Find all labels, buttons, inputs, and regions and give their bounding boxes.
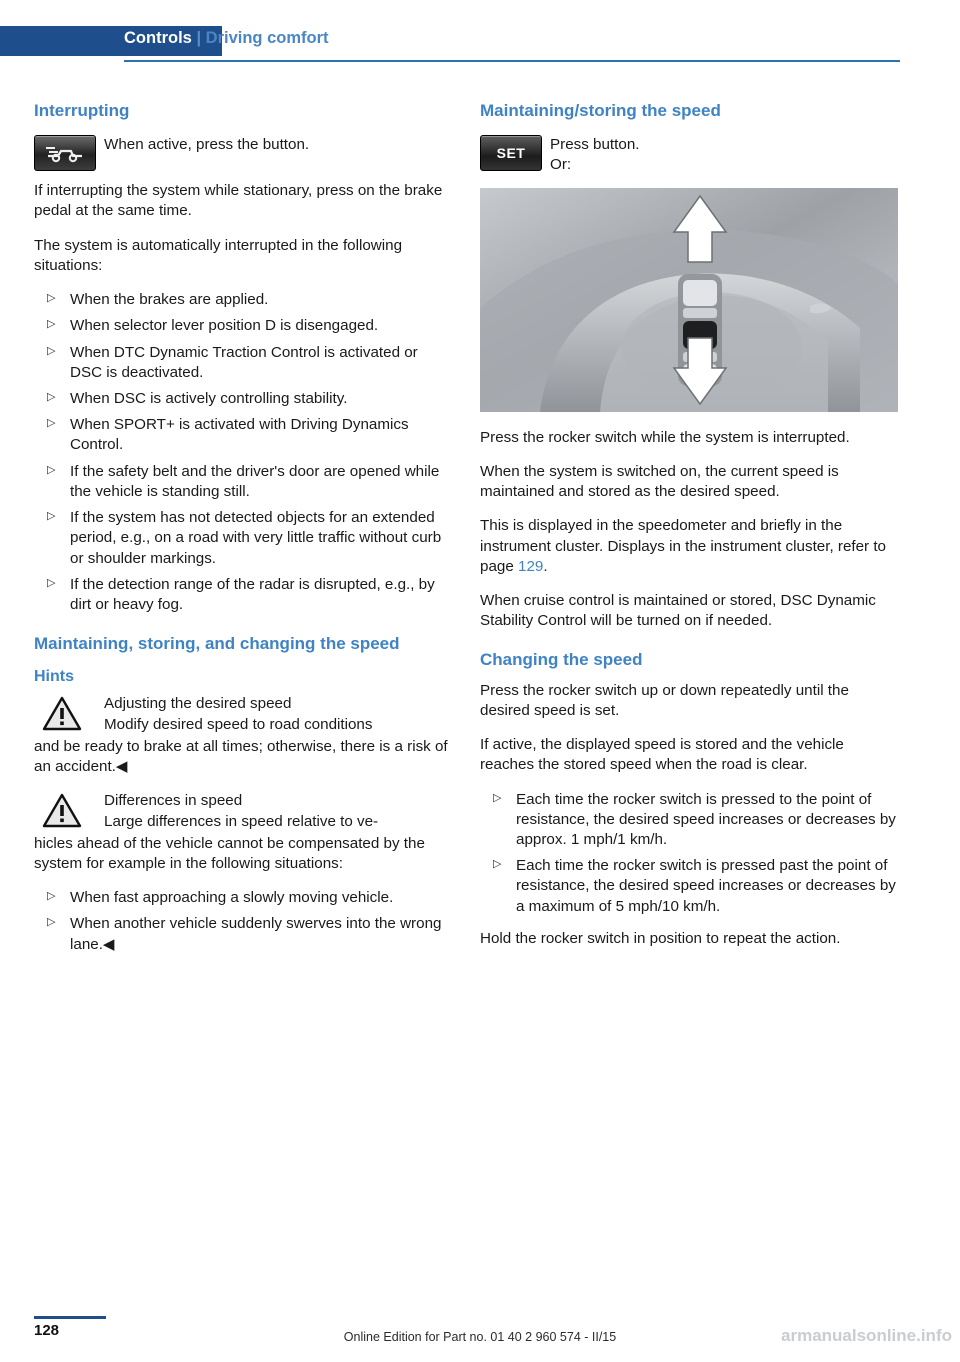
bullet-marker-icon: ▷ [47,318,56,331]
page-header [0,26,960,62]
interrupt-button-row [34,135,449,169]
set-button-caption [480,135,898,175]
heading-maintaining-storing-changing: Maintaining, storing, and changing the speed [34,634,400,654]
watermark-text: armanualsonline.info [781,1326,952,1345]
warning-adjusting-rest: and be ready to brake at all times; otherwise, there is a risk of an accident.◀ [34,737,448,776]
display-text-b: . [543,557,548,575]
list-item-label: When another vehicle suddenly swerves into the wrong lane.◀ [70,915,442,953]
list-item [480,856,898,917]
bullet-marker-icon: ▷ [47,292,56,305]
warning-triangle-icon [42,793,82,829]
breadcrumb-controls: Controls [124,29,192,47]
list-item-label: Each time the rocker switch is pressed to the point of resistance, the desired speed increases or decreases by approx. 1 mph/1 km/h. [516,790,896,848]
paragraph-press-rocker-interrupted: Press the rocker switch while the system is interrupted. [480,428,850,446]
interrupt-button-caption: When active, press the button. [104,136,310,154]
rocker-switch-behavior-list [480,790,898,917]
list-item [34,343,449,383]
list-item [34,575,449,615]
list-item [480,790,898,851]
heading-interrupting: Interrupting [34,101,130,120]
breadcrumb-separator: | [196,29,202,47]
footer-edition-note: Online Edition for Part no. 01 40 2 960 574 - II/15 [343,1330,617,1344]
list-item-label: If the system has not detected objects for an extended period, e.g., on a road with very little traffic without curb or shoulder markings. [70,509,442,567]
list-item [34,290,449,310]
differences-situations-list [34,888,449,955]
list-item-label: When DTC Dynamic Traction Control is activated or DSC is deactivated. [70,343,418,381]
warning-adjusting-speed [34,694,449,734]
bullet-marker-icon: ▷ [47,391,56,403]
warning-differences-title: Differences in speed [104,792,243,810]
paragraph-stationary: If interrupting the system while stationary, press on the brake pedal at the same time. [34,182,443,220]
list-item [34,508,449,569]
list-item [34,914,449,954]
paragraph-switched-on: When the system is switched on, the current speed is maintained and stored as the desired speed. [480,462,839,501]
list-item [34,415,449,455]
paragraph-if-active: If active, the displayed speed is stored and the vehicle reaches the stored speed when the road is clear. [480,736,844,774]
bullet-marker-icon: ▷ [47,463,56,476]
warning-differences-rest: hicles ahead of the vehicle cannot be compensated by the system for example in the following situations: [34,834,425,872]
breadcrumb [124,29,329,48]
paragraph-auto-interrupt: The system is automatically interrupted in the following situations: [34,236,403,274]
list-item-label: When SPORT+ is activated with Driving Dynamics Control. [70,416,409,454]
heading-maintaining-storing-speed: Maintaining/storing the speed [480,101,721,120]
paragraph-hold-rocker: Hold the rocker switch in position to repeat the action. [480,929,841,947]
bullet-marker-icon: ▷ [493,858,502,871]
warning-adjusting-title: Adjusting the desired speed [104,695,292,713]
paragraph-press-repeatedly: Press the rocker switch up or down repeatedly until the desired speed is set. [480,681,849,719]
cruise-control-interrupt-icon [34,135,96,171]
list-item-label: If the detection range of the radar is disrupted, e.g., by dirt or heavy fog. [70,575,435,613]
warning-differences-speed [34,791,449,831]
warning-differences-line: Large differences in speed relative to ve- [104,812,379,830]
set-caption-line-2: Or: [550,156,572,174]
warning-triangle-icon [42,696,82,732]
bullet-marker-icon: ▷ [47,417,56,430]
paragraph-displayed-speedometer [480,516,898,577]
right-column [480,100,898,963]
cruise-control-glyph [35,136,95,170]
bullet-marker-icon: ▷ [47,890,56,903]
heading-hints: Hints [34,668,74,686]
footer-accent-rule [34,1316,106,1319]
list-item [34,888,449,908]
warning-adjusting-line: Modify desired speed to road conditions [104,715,373,733]
set-caption-line-1: Press button. [550,136,640,154]
set-button-icon: SET [480,135,542,171]
bullet-marker-icon: ▷ [47,510,56,523]
bullet-marker-icon: ▷ [47,576,56,589]
set-button-row [480,135,898,175]
header-divider [124,60,900,62]
heading-changing-speed: Changing the speed [480,650,643,670]
list-item [34,389,449,409]
page-number: 128 [34,1322,60,1339]
bullet-marker-icon: ▷ [47,916,56,929]
list-item [34,462,449,502]
list-item-label: Each time the rocker switch is pressed past the point of resistance, the desired speed increases or decreases by a maximum of 5 mph/10 km/h. [516,857,896,915]
left-column [34,100,449,967]
list-item-label: When fast approaching a slowly moving vehicle. [70,889,394,907]
list-item [34,316,449,336]
bullet-marker-icon: ▷ [47,344,56,357]
display-text-a: This is displayed in the speedometer and briefly in the instrument cluster. Displays in the instrument cluster, refer to page [480,517,887,575]
steering-wheel-rocker-switch-photo [480,188,898,412]
interrupt-conditions-list [34,290,449,615]
list-item-label: When selector lever position D is disengaged. [70,317,379,335]
bullet-marker-icon: ▷ [493,791,502,804]
list-item-label: If the safety belt and the driver's door are opened while the vehicle is standing still. [70,462,440,500]
page-reference-link[interactable]: 129 [518,557,544,575]
breadcrumb-section: Driving comfort [205,29,329,47]
paragraph-dsc-note: When cruise control is maintained or stored, DSC Dynamic Stability Control will be turned on if needed. [480,592,876,630]
list-item-label: When the brakes are applied. [70,291,269,309]
list-item-label: When DSC is actively controlling stability. [70,390,348,407]
